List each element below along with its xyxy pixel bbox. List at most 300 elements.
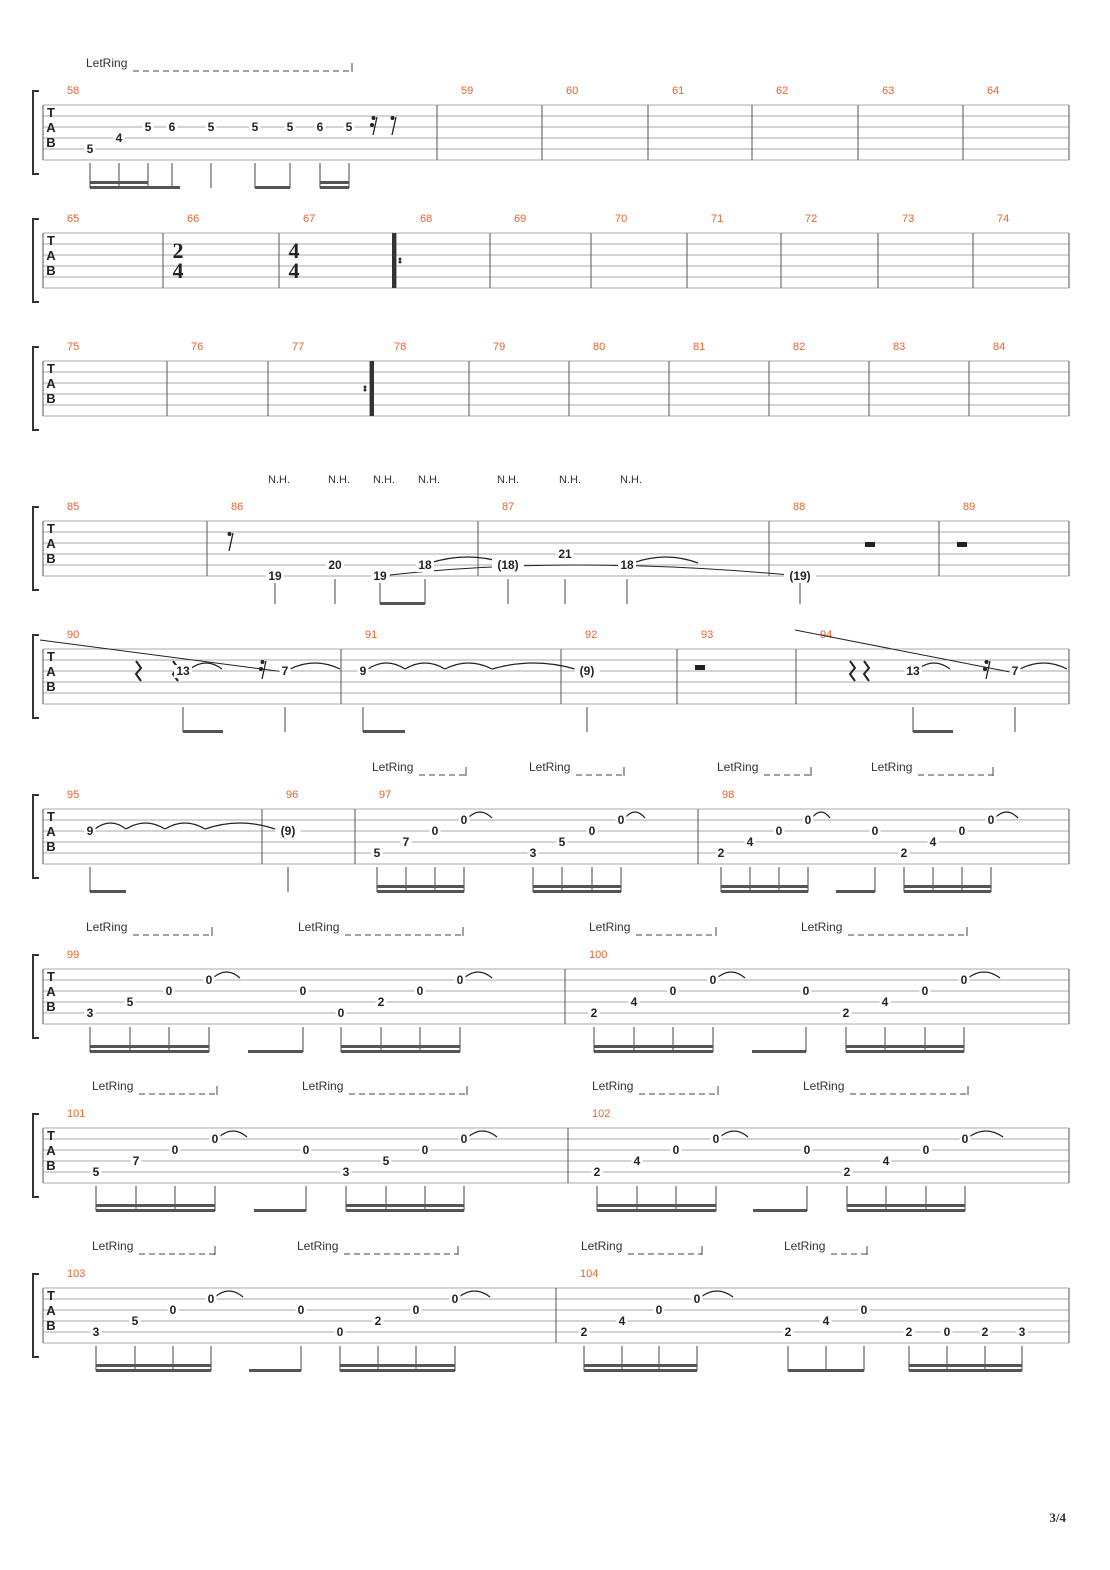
tie-arc [95, 823, 126, 829]
tab-clef-letter: B [46, 135, 56, 150]
beam [721, 885, 808, 888]
tab-clef-letter: B [46, 1318, 56, 1333]
tab-clef-letter: T [47, 969, 55, 984]
natural-harmonic-label: N.H. [559, 474, 581, 486]
measure-number: 58 [67, 85, 80, 97]
fret-number: 18 [418, 558, 432, 572]
measure-number: 90 [67, 629, 80, 641]
fret-number: 0 [617, 813, 625, 827]
measure-number: 65 [67, 213, 80, 225]
tab-staff [33, 341, 1069, 430]
fret-number: 19 [268, 569, 282, 583]
fret-number: 2 [905, 1325, 913, 1339]
fret-number: 20 [328, 558, 342, 572]
beam [346, 1204, 464, 1207]
measure-number: 101 [67, 1108, 86, 1120]
tie-arc [492, 663, 575, 669]
measure-number: 85 [67, 501, 80, 513]
fret-number: 5 [382, 1154, 390, 1168]
fret-number: 5 [207, 120, 215, 134]
measure-number: 82 [793, 341, 806, 353]
repeat-start-bar [392, 233, 396, 288]
slide-line [390, 565, 790, 575]
system-bracket [33, 635, 39, 718]
beam [909, 1364, 1022, 1367]
let-ring-label: LetRing [92, 1239, 134, 1253]
measure-number: 78 [394, 341, 407, 353]
system-bracket [33, 795, 39, 878]
tie-arc [290, 663, 340, 669]
fret-number: 4 [630, 995, 638, 1009]
let-ring-label: LetRing [592, 1079, 634, 1093]
natural-harmonic-label: N.H. [373, 474, 395, 486]
tab-clef-letter: T [47, 233, 55, 248]
rest-flag [259, 667, 263, 671]
fret-number: 3 [92, 1325, 100, 1339]
fret-number: 0 [804, 813, 812, 827]
measure-number: 64 [987, 85, 1000, 97]
fret-number: 5 [92, 1165, 100, 1179]
beam [847, 1209, 965, 1212]
beam [904, 890, 991, 893]
tie-arc [445, 663, 492, 669]
tie-arc [464, 972, 492, 978]
measure-number: 102 [592, 1108, 611, 1120]
fret-number: 3 [529, 846, 537, 860]
let-ring-label: LetRing [803, 1079, 845, 1093]
tie-arc [405, 663, 445, 669]
beam [320, 186, 349, 189]
rest-flag [370, 123, 374, 127]
beam [90, 1050, 209, 1053]
measure-number: 69 [514, 213, 527, 225]
fret-number: 2 [580, 1325, 588, 1339]
repeat-dot [364, 386, 367, 389]
whole-rest [865, 542, 875, 547]
tab-clef-letter: B [46, 391, 56, 406]
fret-number: 4 [633, 1154, 641, 1168]
let-ring-label: LetRing [297, 1239, 339, 1253]
beam [96, 1364, 211, 1367]
fret-number: 0 [456, 973, 464, 987]
measure-number: 98 [722, 789, 735, 801]
tab-staff [33, 1108, 1069, 1197]
measure-number: 77 [292, 341, 305, 353]
measure-number: 87 [502, 501, 515, 513]
marks-layer [40, 56, 1067, 1372]
beam [913, 730, 953, 733]
beam [909, 1369, 1022, 1372]
repeat-end-bar [370, 361, 374, 416]
fret-number: 2 [842, 1006, 850, 1020]
tie-arc [995, 812, 1018, 818]
tab-clef-letter: T [47, 361, 55, 376]
fret-number: 2 [717, 846, 725, 860]
fret-number: (9) [280, 824, 296, 838]
page-number: 3/4 [1049, 1510, 1066, 1525]
tie-arc [720, 1131, 748, 1137]
tab-staff [33, 85, 1069, 174]
fret-number: 9 [86, 824, 94, 838]
tab-clef-letter: A [46, 1143, 56, 1158]
tie-arc [633, 557, 698, 563]
fret-number: 0 [655, 1303, 663, 1317]
beam [597, 1209, 716, 1212]
system-bracket [33, 955, 39, 1038]
tie-arc [918, 663, 950, 669]
notes-layer [85, 120, 1028, 1339]
beam [594, 1045, 713, 1048]
beam [96, 1369, 211, 1372]
fret-number: 4 [822, 1314, 830, 1328]
tab-clef-letter: A [46, 376, 56, 391]
tab-clef-letter: T [47, 1288, 55, 1303]
fret-number: 0 [211, 1132, 219, 1146]
fret-number: 4 [618, 1314, 626, 1328]
tie-arc [812, 812, 830, 818]
fret-number: 5 [286, 120, 294, 134]
rest-flag [228, 532, 232, 536]
measure-number: 70 [615, 213, 628, 225]
beam [846, 1050, 964, 1053]
fret-number: 0 [451, 1292, 459, 1306]
tab-staff [33, 949, 1069, 1038]
tab-clef-letter: A [46, 664, 56, 679]
measure-number: 94 [820, 629, 833, 641]
measure-number: 104 [580, 1268, 599, 1280]
measure-number: 73 [902, 213, 915, 225]
beam [836, 890, 875, 893]
rest-flag [261, 660, 265, 664]
tie-arc [717, 972, 745, 978]
fret-number: 7 [1011, 664, 1019, 678]
tie-arc [165, 823, 205, 829]
tie-arc [968, 972, 1000, 978]
measure-number: 59 [461, 85, 474, 97]
fret-number: 0 [960, 973, 968, 987]
fret-number: 0 [171, 1143, 179, 1157]
tab-clef-letter: T [47, 1128, 55, 1143]
beam [90, 181, 148, 184]
beam [753, 1209, 807, 1212]
fret-number: 0 [669, 984, 677, 998]
fret-number: 13 [906, 664, 920, 678]
fret-number: 13 [176, 664, 190, 678]
fret-number: (18) [497, 558, 519, 572]
rest-flag [391, 116, 395, 120]
beam [584, 1364, 697, 1367]
beam [533, 885, 621, 888]
time-signature-top: 4 [288, 238, 300, 263]
fret-number: 5 [345, 120, 353, 134]
tab-clef-letter: T [47, 521, 55, 536]
slide-line [40, 640, 285, 672]
fret-number: 7 [281, 664, 289, 678]
fret-number: 3 [1018, 1325, 1026, 1339]
tab-clef-letter: A [46, 1303, 56, 1318]
fret-number: 0 [958, 824, 966, 838]
fret-number: (19) [789, 569, 811, 583]
fret-number: 2 [784, 1325, 792, 1339]
tab-staff [33, 1268, 1069, 1357]
tab-staff [33, 213, 1069, 302]
beam [584, 1369, 697, 1372]
fret-number: 0 [336, 1325, 344, 1339]
beam [96, 1204, 215, 1207]
tie-arc [368, 663, 405, 669]
fret-number: 4 [115, 131, 123, 145]
fret-number: 18 [620, 558, 634, 572]
fret-number: 0 [416, 984, 424, 998]
let-ring-label: LetRing [92, 1079, 134, 1093]
system-bracket [33, 91, 39, 174]
fret-number: 7 [132, 1154, 140, 1168]
fret-number: 6 [168, 120, 176, 134]
natural-harmonic-label: N.H. [497, 474, 519, 486]
let-ring-label: LetRing [581, 1239, 623, 1253]
beam [846, 1045, 964, 1048]
fret-number: 6 [316, 120, 324, 134]
measure-number: 89 [963, 501, 976, 513]
fret-number: 19 [373, 569, 387, 583]
measure-number: 62 [776, 85, 789, 97]
natural-harmonic-label: N.H. [268, 474, 290, 486]
beam [90, 186, 148, 189]
fret-number: 0 [337, 1006, 345, 1020]
fret-number: 5 [558, 835, 566, 849]
fret-number: 3 [86, 1006, 94, 1020]
fret-number: 0 [961, 1132, 969, 1146]
tie-arc [190, 663, 222, 669]
fret-number: 0 [207, 1292, 215, 1306]
whole-rest [957, 542, 967, 547]
fret-number: 0 [709, 973, 717, 987]
tab-clef-letter: A [46, 248, 56, 263]
fret-number: 2 [593, 1165, 601, 1179]
let-ring-label: LetRing [801, 920, 843, 934]
let-ring-label: LetRing [372, 760, 414, 774]
fret-number: 0 [169, 1303, 177, 1317]
natural-harmonic-label: N.H. [418, 474, 440, 486]
fret-number: 5 [251, 120, 259, 134]
beam [533, 890, 621, 893]
tab-clef-letter: A [46, 120, 56, 135]
tab-clef-letter: B [46, 1158, 56, 1173]
tab-staff [33, 501, 1069, 590]
measure-number: 88 [793, 501, 806, 513]
fret-number: 2 [590, 1006, 598, 1020]
beam [183, 730, 223, 733]
fret-number: 2 [981, 1325, 989, 1339]
beam [847, 1204, 965, 1207]
tie-arc [468, 812, 492, 818]
let-ring-label: LetRing [871, 760, 913, 774]
let-ring-label: LetRing [717, 760, 759, 774]
tie-arc [205, 823, 275, 829]
fret-number: 0 [987, 813, 995, 827]
fret-number: 5 [373, 846, 381, 860]
fret-number: 0 [165, 984, 173, 998]
time-signature-top: 2 [172, 238, 184, 263]
measure-number: 95 [67, 789, 80, 801]
measure-number: 74 [997, 213, 1010, 225]
tab-clef-letter: A [46, 984, 56, 999]
tie-arc [468, 1131, 497, 1137]
let-ring-label: LetRing [298, 920, 340, 934]
beam [377, 885, 464, 888]
measure-number: 72 [805, 213, 818, 225]
fret-number: 5 [131, 1314, 139, 1328]
fret-number: 5 [126, 995, 134, 1009]
tie-arc [126, 823, 165, 829]
measure-number: 92 [585, 629, 598, 641]
system-bracket [33, 507, 39, 590]
measure-number: 100 [589, 949, 608, 961]
beam [721, 890, 808, 893]
tie-arc [215, 1291, 243, 1297]
beam [597, 1204, 716, 1207]
beam [148, 186, 180, 189]
beam [249, 1369, 301, 1372]
beam [96, 1209, 215, 1212]
fret-number: 0 [860, 1303, 868, 1317]
beam [752, 1050, 806, 1053]
measure-number: 93 [701, 629, 714, 641]
tab-clef-letter: B [46, 839, 56, 854]
measure-number: 103 [67, 1268, 86, 1280]
beam [341, 1050, 460, 1053]
tab-clef-letter: T [47, 809, 55, 824]
let-ring-label: LetRing [302, 1079, 344, 1093]
fret-number: 0 [421, 1143, 429, 1157]
fret-number: 0 [693, 1292, 701, 1306]
fret-number: 0 [299, 984, 307, 998]
system-bracket [33, 219, 39, 302]
fret-number: 0 [802, 984, 810, 998]
rest-flag [985, 660, 989, 664]
tie-arc [625, 812, 645, 818]
half-rest [695, 665, 705, 670]
measure-number: 71 [711, 213, 724, 225]
fret-number: 2 [374, 1314, 382, 1328]
fret-number: 0 [205, 973, 213, 987]
system-bracket [33, 1114, 39, 1197]
measure-number: 67 [303, 213, 316, 225]
system-bracket [33, 1274, 39, 1357]
fret-number: 2 [843, 1165, 851, 1179]
fret-number: 3 [342, 1165, 350, 1179]
system-bracket [33, 347, 39, 430]
beam [377, 890, 464, 893]
rest-flag [983, 667, 987, 671]
beam [380, 602, 425, 605]
beam [90, 890, 126, 893]
measure-number: 81 [693, 341, 706, 353]
tab-clef-letter: T [47, 105, 55, 120]
beam [255, 186, 290, 189]
measure-number: 68 [420, 213, 433, 225]
beam [346, 1209, 464, 1212]
tab-clef-letter: A [46, 536, 56, 551]
measure-number: 66 [187, 213, 200, 225]
beam [363, 730, 405, 733]
let-ring-label: LetRing [86, 56, 128, 70]
tie-arc [459, 1291, 490, 1297]
fret-number: 0 [672, 1143, 680, 1157]
fret-number: 5 [86, 142, 94, 156]
fret-number: 4 [929, 835, 937, 849]
tie-arc [969, 1131, 1003, 1137]
fret-number: 2 [377, 995, 385, 1009]
measure-number: 80 [593, 341, 606, 353]
fret-number: 0 [921, 984, 929, 998]
measure-number: 96 [286, 789, 299, 801]
measure-number: 63 [882, 85, 895, 97]
fret-number: 5 [144, 120, 152, 134]
measure-number: 75 [67, 341, 80, 353]
measure-number: 99 [67, 949, 80, 961]
natural-harmonic-label: N.H. [620, 474, 642, 486]
fret-number: 9 [359, 664, 367, 678]
fret-number: 21 [558, 547, 572, 561]
measure-number: 83 [893, 341, 906, 353]
let-ring-label: LetRing [589, 920, 631, 934]
beam [320, 181, 349, 184]
let-ring-label: LetRing [529, 760, 571, 774]
repeat-dot [399, 258, 402, 261]
natural-harmonic-label: N.H. [328, 474, 350, 486]
fret-number: 0 [431, 824, 439, 838]
fret-number: 0 [871, 824, 879, 838]
tab-clef-letter: A [46, 824, 56, 839]
tab-clef-letter: T [47, 649, 55, 664]
beam [90, 1045, 209, 1048]
fret-number: 4 [881, 995, 889, 1009]
let-ring-label: LetRing [86, 920, 128, 934]
fret-number: 0 [712, 1132, 720, 1146]
beam [248, 1050, 303, 1053]
beam [340, 1369, 455, 1372]
measure-number: 61 [672, 85, 685, 97]
measure-number: 91 [365, 629, 378, 641]
measure-number: 76 [191, 341, 204, 353]
beam [904, 885, 991, 888]
measure-number: 84 [993, 341, 1006, 353]
fret-number: 0 [803, 1143, 811, 1157]
beam [594, 1050, 713, 1053]
fret-number: (9) [579, 664, 595, 678]
let-ring-label: LetRing [784, 1239, 826, 1253]
tie-arc [1020, 663, 1067, 669]
fret-number: 0 [302, 1143, 310, 1157]
fret-number: 0 [922, 1143, 930, 1157]
tie-arc [213, 972, 240, 978]
measure-number: 86 [231, 501, 244, 513]
beam [254, 1209, 306, 1212]
beam [788, 1369, 864, 1372]
fret-number: 7 [402, 835, 410, 849]
rest-flag [372, 116, 376, 120]
measure-number: 79 [493, 341, 506, 353]
fret-number: 0 [460, 813, 468, 827]
slide-line [795, 630, 1010, 672]
fret-number: 0 [460, 1132, 468, 1146]
beam [340, 1364, 455, 1367]
fret-number: 0 [943, 1325, 951, 1339]
measure-number: 97 [379, 789, 392, 801]
tab-staff [33, 789, 1069, 878]
tie-arc [219, 1131, 247, 1137]
